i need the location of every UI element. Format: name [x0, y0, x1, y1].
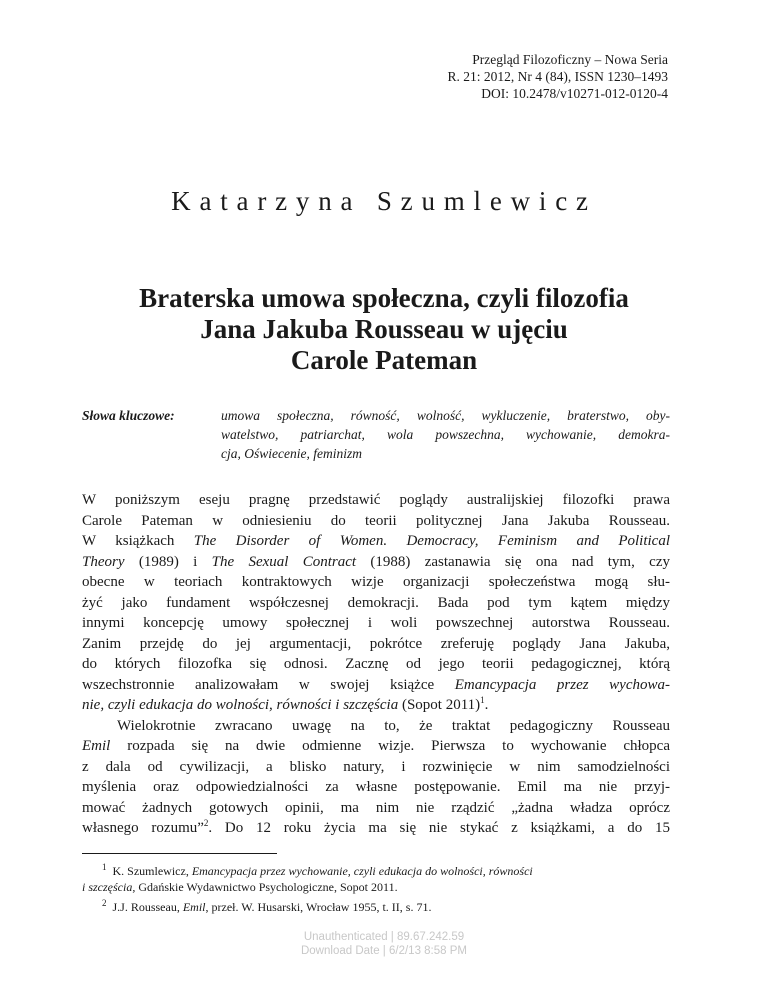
body-line — [82, 818, 670, 839]
text-run: innymi koncepcję umowy społecznej i woli powszechnej autorstwa Rousseau. — [82, 615, 670, 631]
text-run: wszechstronnie analizowałam w swojej książce — [82, 676, 455, 693]
italic-text: The Disorder of Women. Democracy, Feminism and Political — [193, 533, 670, 549]
title-line: Carole Pateman — [290, 345, 478, 375]
italic-text: Emancypacja przez wychowanie, czyli edukacja do wolności, równości — [191, 864, 533, 878]
text-run: (1988) zastanawia się ona nad tym, czy — [356, 553, 670, 570]
text-run: . Do 12 roku życia ma się nie stykać z książkami, a do 15 — [208, 820, 670, 836]
text-run: myślenia oraz odpowiedzialności za własne postępowanie. Emil ma nie przyj- — [82, 779, 670, 795]
body-line — [82, 736, 670, 757]
journal-doi: DOI: 10.2478/v10271-012-0120-4 — [481, 86, 668, 101]
text-run: K. Szumlewicz, — [112, 864, 192, 878]
text-run: żyć jako fundament współczesnej demokracji. Bada pod tym kątem między — [82, 594, 670, 611]
body-line — [82, 757, 670, 778]
body-line — [82, 613, 670, 634]
text-run: Zanim przejdę do jej argumentacji, pokrótce zreferuję poglądy Jana Jakuba, — [82, 635, 670, 652]
text-run: z dala od cywilizacji, a blisko natury, i rozwinięcie w nim samodzielności — [82, 758, 670, 775]
journal-masthead — [447, 51, 668, 102]
watermark-line: Unauthenticated | 89.67.242.59 — [303, 931, 465, 943]
body-line — [82, 593, 670, 614]
text-run: , przeł. W. Husarski, Wrocław 1955, t. II, s. 71. — [205, 900, 432, 914]
author-name: Katarzyna Szumlewicz — [171, 186, 597, 216]
body-line — [82, 552, 670, 573]
title-line: Jana Jakuba Rousseau w ujęciu — [200, 314, 568, 344]
italic-text: Emil — [82, 738, 111, 754]
body-line — [82, 511, 670, 532]
body-line — [82, 695, 670, 716]
body-line — [82, 654, 670, 675]
italic-text: Emancypacja przez wychowa- — [454, 676, 670, 693]
keywords-label: Słowa kluczowe: — [82, 408, 175, 423]
text-run: Carole Pateman w odniesieniu do teorii politycznej Jana Jakuba Rousseau. — [82, 512, 670, 529]
watermark-line: Download Date | 6/2/13 8:58 PM — [300, 945, 467, 957]
italic-text: nie, czyli edukacja do wolności, równości i szczęścia — [82, 697, 399, 713]
footnote-number: 1 — [102, 862, 107, 872]
text-run: J.J. Rousseau, — [112, 900, 183, 914]
journal-issue: R. 21: 2012, Nr 4 (84), ISSN 1230–1493 — [447, 69, 668, 84]
journal-name: Przegląd Filozoficzny – Nowa Seria — [472, 52, 668, 67]
text-run: Wielokrotnie zwracano uwagę na to, że traktat pedagogiczny Rousseau — [117, 717, 670, 734]
keywords-line: watelstwo, patriarchat, wola powszechna, wychowanie, demokra- — [221, 427, 670, 442]
body-line — [82, 716, 670, 737]
text-run: (Sopot 2011) — [398, 697, 481, 713]
footnote-separator — [82, 853, 277, 854]
text-run: obecne w teoriach kontraktowych wizje organizacji społeczeństwa mogą słu- — [82, 574, 670, 590]
footnote-line — [82, 879, 670, 895]
italic-text: i szczęścia, — [82, 880, 136, 894]
article-title — [0, 283, 768, 376]
body-line — [82, 490, 670, 511]
text-run: (1989) i — [124, 553, 212, 570]
text-run: . — [484, 697, 489, 713]
text-run: rozpada się na dwie odmienne wizje. Pierwsza to wychowanie chłopca — [110, 738, 670, 754]
body-line — [82, 634, 670, 655]
footnote-ref: 2 — [203, 818, 209, 828]
footnote-number: 2 — [102, 898, 107, 908]
body-line — [82, 777, 670, 798]
text-run: mować żadnych gotowych opinii, ma nim nie rządzić „żadna władza oprócz — [82, 799, 670, 816]
text-run: W poniższym eseju pragnę przedstawić poglądy australijskiej filozofki prawa — [82, 492, 670, 508]
text-run: do których filozofka się odnosi. Zacznę od jego teorii pedagogicznej, którą — [82, 656, 670, 672]
body-text — [82, 490, 670, 839]
keywords-line: umowa społeczna, równość, wolność, wykluczenie, braterstwo, oby- — [221, 408, 670, 423]
italic-text: The Sexual Contract — [211, 553, 357, 570]
body-line — [82, 531, 670, 552]
keywords-list — [221, 406, 670, 463]
footnote-line — [82, 859, 670, 879]
italic-text: Emil — [182, 900, 206, 914]
download-watermark — [0, 930, 768, 958]
italic-text: Theory — [82, 553, 125, 570]
text-run: własnego rozumu” — [82, 820, 204, 836]
footnote-line — [82, 895, 670, 915]
body-line — [82, 675, 670, 696]
text-run: W książkach — [82, 533, 194, 549]
title-line: Braterska umowa społeczna, czyli filozofia — [139, 283, 629, 313]
body-line — [82, 572, 670, 593]
body-line — [82, 798, 670, 819]
footnote-ref: 1 — [480, 695, 485, 705]
text-run: Gdańskie Wydawnictwo Psychologiczne, Sopot 2011. — [135, 880, 398, 894]
keywords-line: cja, Oświecenie, feminizm — [221, 446, 362, 461]
footnotes — [82, 859, 670, 915]
keywords-block — [82, 406, 672, 463]
